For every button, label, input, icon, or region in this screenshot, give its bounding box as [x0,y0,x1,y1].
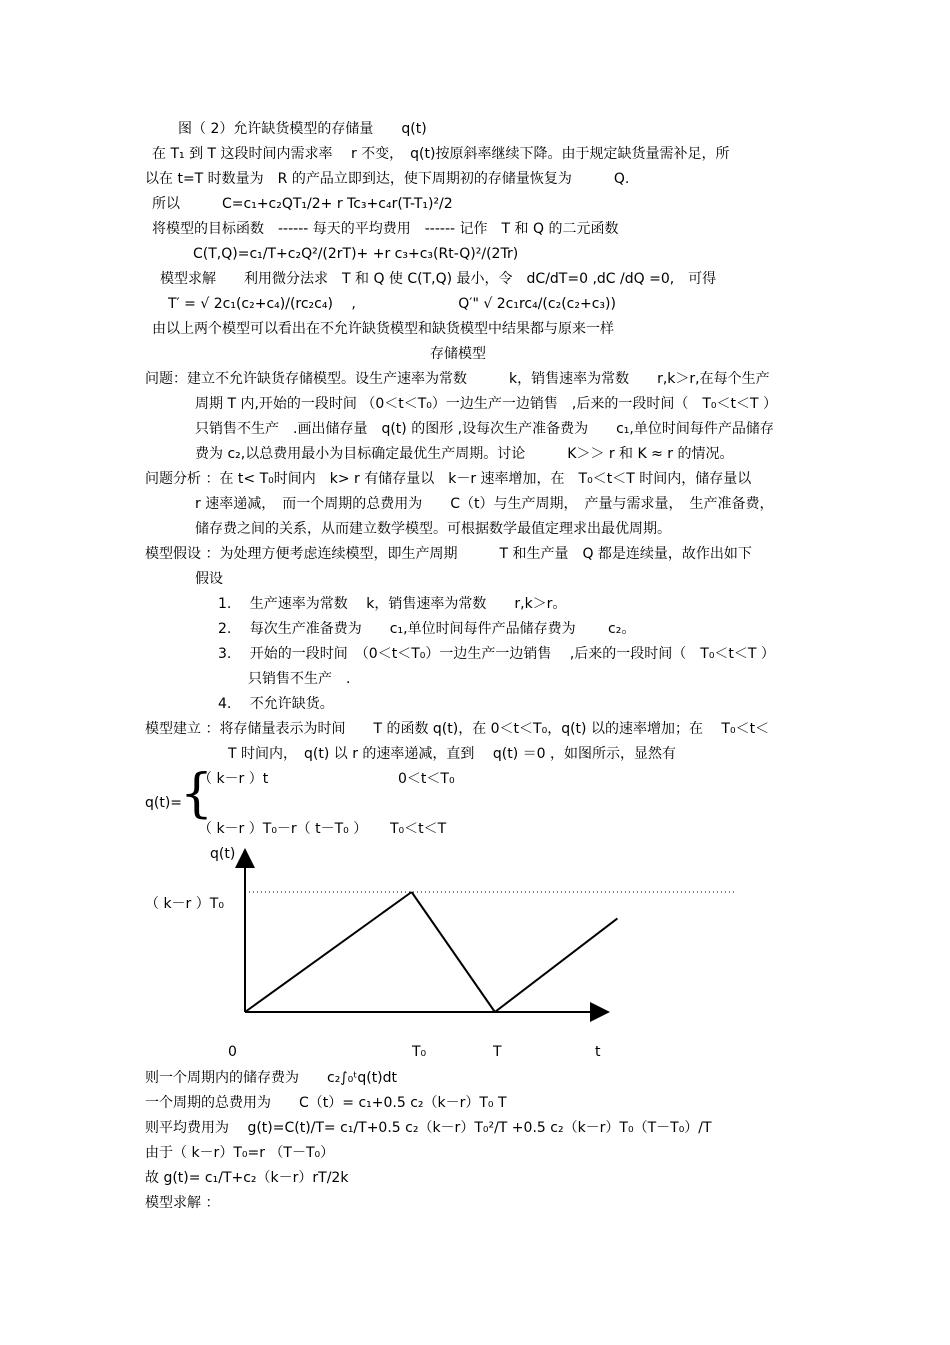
list-item: 4. 不允许缺货。 [218,696,334,712]
text-line: 将模型的目标函数 ------ 每天的平均费用 ------ 记作 T 和 Q 的二元函数 [152,221,619,237]
text-line: 则一个周期内的储存费为 c₂∫₀ᵗq(t)dt [145,1070,398,1086]
list-item-continuation: 只销售不生产 . [248,671,351,687]
text-line: 费为 c₂,以总费用最小为目标确定最优生产周期。讨论 K＞＞ r 和 K ≈ r 的情况。 [195,446,734,462]
formula-line: 故 g(t)= c₁/T+c₂（k－r）rT/2k [145,1170,349,1186]
text-line: 在 T₁ 到 T 这段时间内需求率 r 不变， q(t)按原斜率继续下降。由于规定缺货量需补足，所 [152,146,730,162]
series-segment-2 [495,918,618,1012]
text-line: 一个周期的总费用为 C（t）= c₁+0.5 c₂（k－r）T₀ T [145,1095,507,1111]
piecewise-lhs: q(t)= [145,795,183,811]
text-line: 问题：建立不允许缺货存储模型。设生产速率为常数 k，销售速率为常数 r,k＞r,在每个生产 [145,371,770,387]
text-line: 由以上两个模型可以看出在不允许缺货模型和缺货模型中结果都与原来一样 [152,321,614,337]
formula-line: 由于（ k－r）T₀=r （T－T₀） [145,1145,335,1161]
text-line: 只销售不生产 .画出储存量 q(t) 的图形 ,设每次生产准备费为 c₁,单位时间每件产品储存 [195,421,774,437]
formula-line: C(T,Q)=c₁/T+c₂Q²/(2rT)+ +r c₃+c₃(Rt-Q)²/(2Tr) [193,246,519,262]
piecewise-case1-cond: 0＜t＜T₀ [398,771,455,787]
y-axis-label: q(t) [210,846,236,862]
text-line: 模型求解 ： [145,1195,220,1211]
x-tick-label-t: t [595,1044,601,1060]
text-line: 储存费之间的关系，从而建立数学模型。可根据数学最值定理求出最优周期。 [195,521,671,537]
piecewise-case2-cond: T₀＜t＜T [390,821,447,837]
x-tick-label-T: T [493,1044,502,1060]
text-line: r 速率递减， 而一个周期的总费用为 C（t）与生产周期， 产量与需求量， 生产准备费， [195,496,774,512]
list-item: 3. 开始的一段时间 （0＜t＜T₀）一边生产一边销售 ,后来的一段时间（ T₀＜t＜T ） [218,646,775,662]
section-title: 存储模型 [430,346,486,362]
x-tick-label-0: 0 [228,1044,237,1060]
piecewise-case2-expr: （ k－r ）T₀－r（ t－T₀ ） [198,821,368,837]
text-line: 模型求解 利用微分法求 T 和 Q 使 C(T,Q) 最小，令 dC/dT=0 ,dC /dQ =0, 可得 [160,271,717,287]
formula-line: 则平均费用为 g(t)=C(t)/T= c₁/T+0.5 c₂（k－r）T₀²/T +0.5 c₂（k－r）T₀（T－T₀）/T [145,1120,712,1136]
series-segment-1 [412,892,495,1012]
text-line: 模型假设 ：为处理方便考虑连续模型，即生产周期 T 和生产量 Q 都是连续量，故作出如下 [145,546,752,562]
figure-caption: 图（ 2）允许缺货模型的存储量 q(t) [178,121,427,137]
text-line: T 时间内， q(t) 以 r 的速率递减，直到 q(t) ＝0 ，如图所示，显然有 [228,746,676,762]
formula-line: 所以 C=c₁+c₂QT₁/2+ r Tc₃+c₄r(T-T₁)²/2 [152,196,453,212]
x-tick-label-T0: T₀ [412,1044,427,1060]
text-line: 以在 t=T 时数量为 R 的产品立即到达，使下周期初的存储量恢复为 Q. [145,171,630,187]
left-brace: { [180,764,214,824]
text-line: 假设 [195,571,223,587]
peak-value-label: （ k－r ）T₀ [145,896,224,912]
list-item: 1. 生产速率为常数 k，销售速率为常数 r,k＞r。 [218,596,567,612]
series-segment-0 [245,892,412,1012]
list-item: 2. 每次生产准备费为 c₁,单位时间每件产品储存费为 c₂。 [218,621,636,637]
piecewise-case1-expr: （ k－r ）t [198,771,269,787]
text-line: 问题分析 ：在 t< T₀时间内 k> r 有储存量以 k－r 速率增加，在 T₀＜t＜T 时间内，储存量以 [145,471,752,487]
text-line: 模型建立 ：将存储量表示为时间 T 的函数 q(t)，在 0＜t＜T₀，q(t) 以的速率增加；在 T₀＜t＜ [145,721,770,737]
formula-line: T′ = √ 2c₁(c₂+c₄)/(rc₂c₄) , Q′" √ 2c₁rc₄/(c₂(c₂+c₃)) [168,296,616,312]
text-line: 周期 T 内,开始的一段时间 （0＜t＜T₀）一边生产一边销售 ,后来的一段时间（ T₀＜t＜T ） [195,396,778,412]
